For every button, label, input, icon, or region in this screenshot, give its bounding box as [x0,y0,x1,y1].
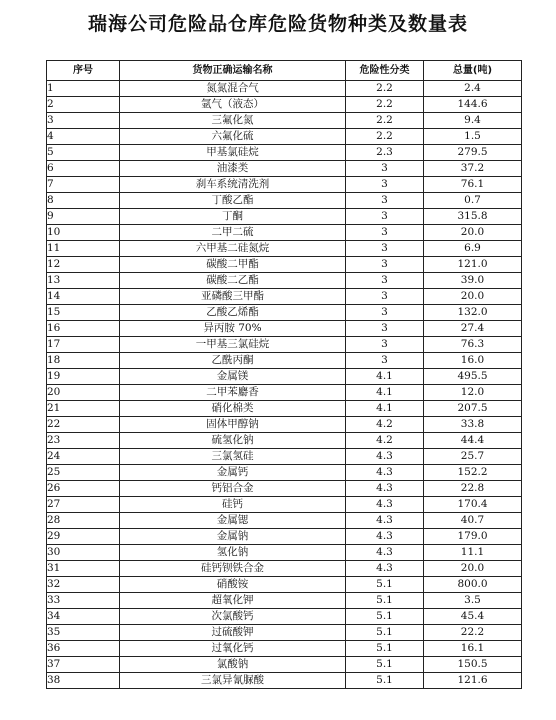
table-row [47,609,522,625]
cell-serial-number: 13 [47,273,120,289]
cell-total-quantity: 12.0 [424,385,522,401]
cell-total-quantity: 2.4 [424,81,522,97]
cell-hazard-class: 4.3 [346,481,424,497]
cell-shipping-name: 刹车系统清洗剂 [120,177,346,193]
cell-serial-number: 22 [47,417,120,433]
cell-shipping-name: 固体甲醇钠 [120,417,346,433]
cell-hazard-class: 4.3 [346,561,424,577]
cell-total-quantity: 16.1 [424,641,522,657]
cell-hazard-class: 3 [346,321,424,337]
cell-shipping-name: 次氯酸钙 [120,609,346,625]
cell-shipping-name: 一甲基三氯硅烷 [120,337,346,353]
cell-total-quantity: 0.7 [424,193,522,209]
cell-serial-number: 24 [47,449,120,465]
cell-total-quantity: 33.8 [424,417,522,433]
table-row [47,353,522,369]
dangerous-goods-table [46,60,522,689]
cell-hazard-class: 4.3 [346,497,424,513]
cell-serial-number: 5 [47,145,120,161]
cell-total-quantity: 76.1 [424,177,522,193]
cell-hazard-class: 4.1 [346,401,424,417]
cell-hazard-class: 3 [346,193,424,209]
cell-shipping-name: 甲基氯硅烷 [120,145,346,161]
cell-shipping-name: 硝化棉类 [120,401,346,417]
cell-hazard-class: 4.2 [346,433,424,449]
cell-serial-number: 19 [47,369,120,385]
cell-serial-number: 12 [47,257,120,273]
cell-hazard-class: 3 [346,353,424,369]
cell-total-quantity: 315.8 [424,209,522,225]
cell-serial-number: 29 [47,529,120,545]
cell-shipping-name: 过硫酸钾 [120,625,346,641]
cell-serial-number: 26 [47,481,120,497]
table-row [47,129,522,145]
table-row [47,321,522,337]
cell-hazard-class: 3 [346,257,424,273]
table-row [47,81,522,97]
cell-hazard-class: 3 [346,289,424,305]
cell-hazard-class: 4.3 [346,513,424,529]
cell-total-quantity: 152.2 [424,465,522,481]
cell-shipping-name: 硅钙钡铁合金 [120,561,346,577]
table-row [47,401,522,417]
cell-shipping-name: 硫氢化钠 [120,433,346,449]
table-row [47,193,522,209]
cell-total-quantity: 37.2 [424,161,522,177]
cell-shipping-name: 金属镁 [120,369,346,385]
cell-shipping-name: 二甲二硫 [120,225,346,241]
cell-serial-number: 18 [47,353,120,369]
cell-hazard-class: 3 [346,337,424,353]
cell-shipping-name: 异丙胺 70% [120,321,346,337]
cell-hazard-class: 4.3 [346,465,424,481]
table-row [47,113,522,129]
table-row [47,465,522,481]
table-row [47,513,522,529]
cell-total-quantity: 16.0 [424,353,522,369]
cell-total-quantity: 39.0 [424,273,522,289]
table-row [47,257,522,273]
cell-shipping-name: 过氧化钙 [120,641,346,657]
cell-total-quantity: 6.9 [424,241,522,257]
cell-serial-number: 37 [47,657,120,673]
cell-total-quantity: 495.5 [424,369,522,385]
cell-total-quantity: 20.0 [424,289,522,305]
cell-hazard-class: 3 [346,273,424,289]
cell-serial-number: 36 [47,641,120,657]
cell-hazard-class: 4.1 [346,369,424,385]
table-row [47,529,522,545]
cell-total-quantity: 121.0 [424,257,522,273]
table-row [47,593,522,609]
cell-hazard-class: 4.1 [346,385,424,401]
cell-shipping-name: 六氟化硫 [120,129,346,145]
cell-hazard-class: 5.1 [346,609,424,625]
table-row [47,225,522,241]
cell-shipping-name: 丁酮 [120,209,346,225]
table-header [47,61,522,81]
cell-shipping-name: 二甲苯麝香 [120,385,346,401]
cell-hazard-class: 3 [346,305,424,321]
cell-shipping-name: 乙酰丙酮 [120,353,346,369]
cell-total-quantity: 150.5 [424,657,522,673]
cell-serial-number: 3 [47,113,120,129]
cell-total-quantity: 11.1 [424,545,522,561]
cell-serial-number: 34 [47,609,120,625]
cell-hazard-class: 3 [346,241,424,257]
cell-hazard-class: 4.3 [346,545,424,561]
cell-hazard-class: 4.3 [346,449,424,465]
table-row [47,497,522,513]
cell-hazard-class: 3 [346,177,424,193]
table-row [47,449,522,465]
cell-serial-number: 8 [47,193,120,209]
cell-serial-number: 38 [47,673,120,689]
cell-total-quantity: 179.0 [424,529,522,545]
table-row [47,209,522,225]
table-row [47,289,522,305]
table-row [47,145,522,161]
cell-serial-number: 28 [47,513,120,529]
cell-total-quantity: 20.0 [424,225,522,241]
cell-serial-number: 17 [47,337,120,353]
cell-serial-number: 1 [47,81,120,97]
cell-serial-number: 10 [47,225,120,241]
cell-shipping-name: 三氯氢硅 [120,449,346,465]
cell-serial-number: 11 [47,241,120,257]
cell-hazard-class: 3 [346,225,424,241]
cell-shipping-name: 六甲基二硅氮烷 [120,241,346,257]
cell-hazard-class: 5.1 [346,641,424,657]
header-serial-number: 序号 [47,61,120,81]
cell-serial-number: 9 [47,209,120,225]
cell-shipping-name: 油漆类 [120,161,346,177]
cell-total-quantity: 20.0 [424,561,522,577]
cell-total-quantity: 1.5 [424,129,522,145]
cell-serial-number: 20 [47,385,120,401]
cell-hazard-class: 5.1 [346,673,424,689]
table-row [47,657,522,673]
cell-hazard-class: 2.2 [346,97,424,113]
cell-serial-number: 7 [47,177,120,193]
cell-total-quantity: 45.4 [424,609,522,625]
table-row [47,369,522,385]
cell-total-quantity: 76.3 [424,337,522,353]
cell-serial-number: 21 [47,401,120,417]
table-row [47,97,522,113]
cell-shipping-name: 氯酸钠 [120,657,346,673]
cell-total-quantity: 170.4 [424,497,522,513]
cell-shipping-name: 超氧化钾 [120,593,346,609]
cell-shipping-name: 金属钠 [120,529,346,545]
cell-shipping-name: 三氯异氰脲酸 [120,673,346,689]
cell-serial-number: 23 [47,433,120,449]
table-row [47,177,522,193]
cell-hazard-class: 5.1 [346,625,424,641]
cell-hazard-class: 5.1 [346,593,424,609]
cell-serial-number: 4 [47,129,120,145]
cell-total-quantity: 40.7 [424,513,522,529]
cell-serial-number: 35 [47,625,120,641]
table-row [47,337,522,353]
cell-total-quantity: 132.0 [424,305,522,321]
table-row [47,625,522,641]
table-body [47,81,522,689]
cell-shipping-name: 亚磷酸三甲酯 [120,289,346,305]
cell-total-quantity: 279.5 [424,145,522,161]
cell-shipping-name: 氩气（液态） [120,97,346,113]
cell-serial-number: 14 [47,289,120,305]
table-row [47,241,522,257]
cell-serial-number: 31 [47,561,120,577]
table-row [47,577,522,593]
cell-shipping-name: 硝酸铵 [120,577,346,593]
cell-shipping-name: 金属锶 [120,513,346,529]
cell-serial-number: 15 [47,305,120,321]
cell-hazard-class: 4.2 [346,417,424,433]
cell-shipping-name: 钙铝合金 [120,481,346,497]
cell-shipping-name: 氢化钠 [120,545,346,561]
table-row [47,273,522,289]
cell-serial-number: 33 [47,593,120,609]
cell-total-quantity: 800.0 [424,577,522,593]
header-total-quantity: 总量(吨) [424,61,522,81]
table-row [47,305,522,321]
cell-hazard-class: 2.2 [346,81,424,97]
table-row [47,545,522,561]
cell-serial-number: 27 [47,497,120,513]
cell-shipping-name: 硅钙 [120,497,346,513]
cell-shipping-name: 乙酸乙烯酯 [120,305,346,321]
cell-total-quantity: 44.4 [424,433,522,449]
cell-total-quantity: 144.6 [424,97,522,113]
cell-total-quantity: 22.8 [424,481,522,497]
cell-serial-number: 6 [47,161,120,177]
cell-total-quantity: 121.6 [424,673,522,689]
table-row [47,561,522,577]
cell-shipping-name: 碳酸二乙酯 [120,273,346,289]
cell-total-quantity: 207.5 [424,401,522,417]
cell-hazard-class: 5.1 [346,657,424,673]
table-row [47,433,522,449]
cell-serial-number: 2 [47,97,120,113]
cell-shipping-name: 金属钙 [120,465,346,481]
header-row [47,61,522,81]
cell-hazard-class: 2.2 [346,113,424,129]
cell-serial-number: 25 [47,465,120,481]
cell-shipping-name: 氮氮混合气 [120,81,346,97]
cell-total-quantity: 25.7 [424,449,522,465]
cell-total-quantity: 27.4 [424,321,522,337]
cell-serial-number: 30 [47,545,120,561]
cell-serial-number: 32 [47,577,120,593]
cell-shipping-name: 丁酸乙酯 [120,193,346,209]
table-row [47,417,522,433]
cell-hazard-class: 3 [346,209,424,225]
cell-hazard-class: 5.1 [346,577,424,593]
table-row [47,481,522,497]
cell-total-quantity: 9.4 [424,113,522,129]
table-row [47,161,522,177]
cell-total-quantity: 3.5 [424,593,522,609]
table-row [47,385,522,401]
cell-serial-number: 16 [47,321,120,337]
cell-total-quantity: 22.2 [424,625,522,641]
cell-hazard-class: 3 [346,161,424,177]
header-hazard-class: 危险性分类 [346,61,424,81]
table-row [47,673,522,689]
cell-hazard-class: 2.2 [346,129,424,145]
table-row [47,641,522,657]
cell-shipping-name: 三氟化氮 [120,113,346,129]
header-shipping-name: 货物正确运输名称 [120,61,346,81]
cell-hazard-class: 2.3 [346,145,424,161]
document-title: 瑞海公司危险品仓库危险货物种类及数量表 [87,13,468,35]
cell-hazard-class: 4.3 [346,529,424,545]
cell-shipping-name: 碳酸二甲酯 [120,257,346,273]
